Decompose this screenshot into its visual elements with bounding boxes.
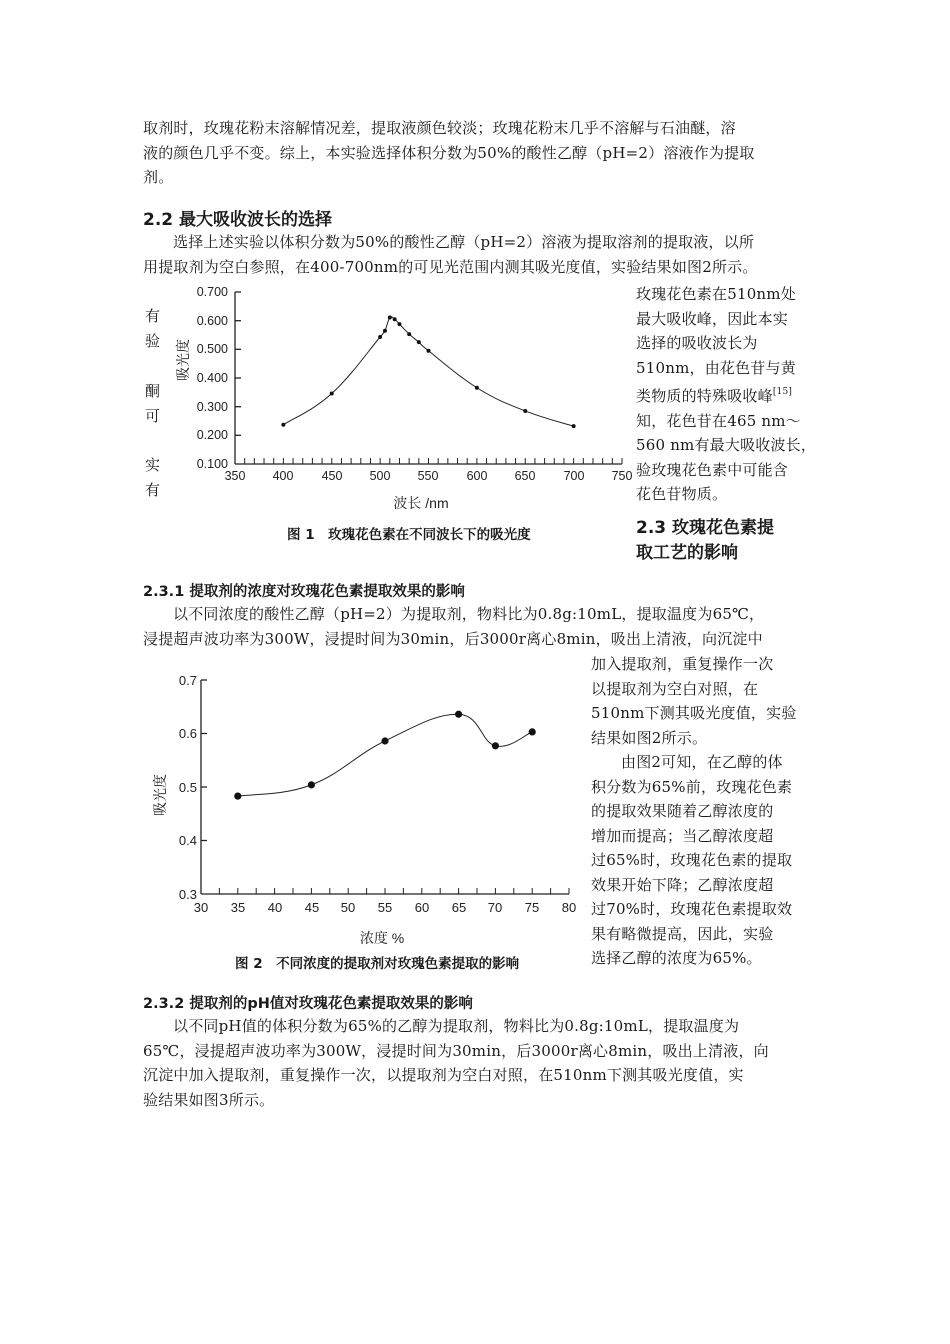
- citation-superscript: [15]: [772, 387, 793, 397]
- x-tick-label: 450: [321, 469, 343, 483]
- text-line: 用提取剂为空白参照，在400-700nm的可见光范围内测其吸光度值，实验结果如图2所示。: [143, 257, 758, 276]
- data-point: [397, 322, 401, 326]
- data-point: [407, 332, 411, 336]
- text-line: 由图2可知，在乙醇的体: [621, 753, 783, 771]
- figure-2-caption: 图 2 不同浓度的提取剂对玫瑰色素提取的影响: [235, 956, 520, 972]
- text-line: 的提取效果随着乙醇浓度的: [591, 802, 774, 820]
- data-point: [417, 340, 421, 344]
- section-2-2-paragraph: [143, 230, 823, 279]
- x-tick-label: 80: [561, 900, 577, 915]
- figure-1-caption: 图 1 玫瑰花色素在不同波长下的吸光度: [287, 527, 531, 543]
- text-line: 510nm下测其吸光度值，实验: [591, 704, 797, 722]
- x-axis-ticks: [201, 888, 569, 894]
- x-tick-labels: [194, 900, 576, 915]
- text-line: 积分数为65%前，玫瑰花色素: [591, 777, 793, 796]
- x-tick-labels: [225, 469, 633, 483]
- data-point: [572, 424, 576, 428]
- x-tick-label: 400: [272, 469, 294, 483]
- y-axis: [201, 680, 207, 894]
- text-line: 增加而提高；当乙醇浓度超: [591, 826, 774, 845]
- x-tick-label: 750: [611, 469, 633, 483]
- text-line: 510nm，由花色苷与黄: [636, 358, 796, 377]
- text-line: 验结果如图3所示。: [143, 1090, 275, 1109]
- y-tick-label: 0.4: [178, 833, 197, 848]
- section-2-3-1-side-text: [591, 652, 821, 971]
- y-tick-label: 0.400: [196, 371, 228, 385]
- y-axis-label: 吸光度: [175, 339, 191, 381]
- x-tick-label: 65: [451, 900, 467, 915]
- left-fragment: 实: [145, 456, 161, 474]
- data-point: [388, 316, 392, 320]
- data-points: [281, 316, 575, 429]
- x-tick-label: 700: [563, 469, 585, 483]
- data-point: [383, 329, 387, 333]
- data-point: [330, 391, 334, 395]
- text-line: 选择乙醇的浓度为65%。: [591, 949, 762, 967]
- data-point: [492, 742, 499, 749]
- figure-1-chart: [160, 280, 640, 520]
- x-tick-label: 600: [466, 469, 488, 483]
- x-tick-label: 650: [514, 469, 536, 483]
- left-fragment: 有: [145, 307, 161, 325]
- left-fragment: 酮: [145, 382, 161, 400]
- text-line: 知，花色苷在465 nm～: [636, 411, 801, 430]
- text-line: 560 nm有最大吸收波长，: [636, 436, 817, 454]
- data-line: [283, 317, 573, 427]
- data-point: [308, 781, 315, 788]
- y-tick-label: 0.100: [196, 457, 228, 471]
- y-tick-labels: [179, 673, 197, 902]
- section-2-2-side-text: [636, 282, 826, 507]
- text-line: 验玫瑰花色素中可能含: [636, 460, 789, 479]
- text-line: [636, 380, 826, 409]
- data-point: [281, 423, 285, 427]
- x-tick-label: 60: [414, 900, 430, 915]
- text-segment: 类物质的特殊吸收峰: [636, 387, 773, 405]
- data-point: [393, 317, 397, 321]
- x-tick-label: 30: [193, 900, 209, 915]
- heading-line: 取工艺的影响: [636, 543, 738, 563]
- intro-paragraph: [143, 116, 823, 190]
- y-tick-label: 0.700: [196, 285, 228, 299]
- section-heading-2-3: [636, 516, 774, 566]
- left-fragment: 可: [145, 407, 161, 425]
- x-tick-label: 40: [267, 900, 283, 915]
- data-point: [523, 409, 527, 413]
- x-tick-label: 70: [487, 900, 503, 915]
- y-tick-label: 0.600: [196, 314, 228, 328]
- text-line: 过70%时，玫瑰花色素提取效: [591, 900, 793, 918]
- y-axis: [235, 292, 241, 464]
- text-line: 取剂时，玫瑰花粉末溶解情况差，提取液颜色较淡；玫瑰花粉末几乎不溶解与石油醚，溶: [143, 119, 736, 137]
- text-line: 液的颜色几乎不变。综上，本实验选择体积分数为50%的酸性乙醇（pH=2）溶液作为提取: [143, 143, 755, 162]
- data-point: [427, 349, 431, 353]
- text-line: 过65%时，玫瑰花色素的提取: [591, 851, 793, 869]
- data-point: [455, 711, 462, 718]
- text-line: 剂。: [143, 168, 174, 186]
- data-point: [378, 335, 382, 339]
- text-line: 选择的吸收波长为: [636, 334, 758, 352]
- text-line: 以提取剂为空白对照，在: [591, 679, 759, 698]
- text-line: 花色苷物质。: [636, 485, 728, 503]
- figure-2-chart: [140, 660, 580, 950]
- data-point: [234, 792, 241, 799]
- x-tick-label: 45: [304, 900, 320, 915]
- text-line: 沉淀中加入提取剂，重复操作一次，以提取剂为空白对照，在510nm下测其吸光度值，实: [143, 1066, 744, 1084]
- x-tick-label: 350: [224, 469, 246, 483]
- section-heading-2-3-1: 2.3.1 提取剂的浓度对玫瑰花色素提取效果的影响: [143, 584, 465, 600]
- y-tick-label: 0.5: [178, 780, 197, 795]
- data-point: [475, 386, 479, 390]
- x-tick-label: 35: [230, 900, 246, 915]
- text-line: 65℃，浸提超声波功率为300W，浸提时间为30min，后3000r离心8min，吸出上清液，向: [143, 1041, 769, 1060]
- y-tick-label: 0.7: [178, 673, 197, 688]
- y-tick-label: 0.6: [178, 726, 197, 741]
- text-line: 选择上述实验以体积分数为50%的酸性乙醇（pH=2）溶液为提取溶剂的提取液，以所: [173, 233, 755, 251]
- text-line: 果有略微提高，因此，实验: [591, 924, 774, 943]
- data-point: [381, 737, 388, 744]
- text-line: 加入提取剂，重复操作一次: [591, 655, 774, 673]
- text-line: 最大吸收峰，因此本实: [636, 309, 789, 328]
- data-line: [238, 714, 532, 796]
- text-line: 结果如图2所示。: [591, 728, 708, 747]
- section-heading-2-2: 2.2 最大吸收波长的选择: [143, 210, 333, 230]
- left-fragment: 有: [145, 481, 161, 499]
- text-line: 浸提超声波功率为300W，浸提时间为30min，后3000r离心8min，吸出上清液，向沉淀中: [143, 629, 763, 648]
- section-2-3-2-paragraph: [143, 1014, 823, 1112]
- section-heading-2-3-2: 2.3.2 提取剂的pH值对玫瑰花色素提取效果的影响: [143, 996, 473, 1012]
- y-tick-label: 0.500: [196, 342, 228, 356]
- x-axis-ticks: [235, 458, 622, 464]
- data-points: [234, 711, 536, 800]
- text-line: 效果开始下降；乙醇浓度超: [591, 875, 774, 894]
- x-axis-label: 波长 /nm: [393, 495, 449, 511]
- data-point: [529, 728, 536, 735]
- heading-line: 2.3 玫瑰花色素提: [636, 518, 775, 538]
- x-tick-label: 50: [340, 900, 356, 915]
- y-tick-label: 0.3: [178, 887, 197, 902]
- x-tick-label: 75: [524, 900, 540, 915]
- y-tick-labels: [197, 285, 228, 471]
- x-tick-label: 550: [417, 469, 439, 483]
- x-tick-label: 500: [369, 469, 391, 483]
- text-line: 以不同pH值的体积分数为65%的乙醇为提取剂，物料比为0.8g:10mL，提取温度为: [173, 1017, 740, 1035]
- left-fragment: 验: [145, 332, 161, 350]
- y-axis-label: 吸光度: [152, 774, 168, 816]
- x-axis-label: 浓度 %: [359, 930, 405, 946]
- text-line: 玫瑰花色素在510nm处: [636, 285, 796, 303]
- y-tick-label: 0.300: [196, 400, 228, 414]
- text-line: 以不同浓度的酸性乙醇（pH=2）为提取剂，物料比为0.8g:10mL，提取温度为65℃，: [173, 605, 765, 623]
- y-tick-label: 0.200: [196, 428, 228, 442]
- section-2-3-1-paragraph: [143, 602, 823, 651]
- x-tick-label: 55: [377, 900, 393, 915]
